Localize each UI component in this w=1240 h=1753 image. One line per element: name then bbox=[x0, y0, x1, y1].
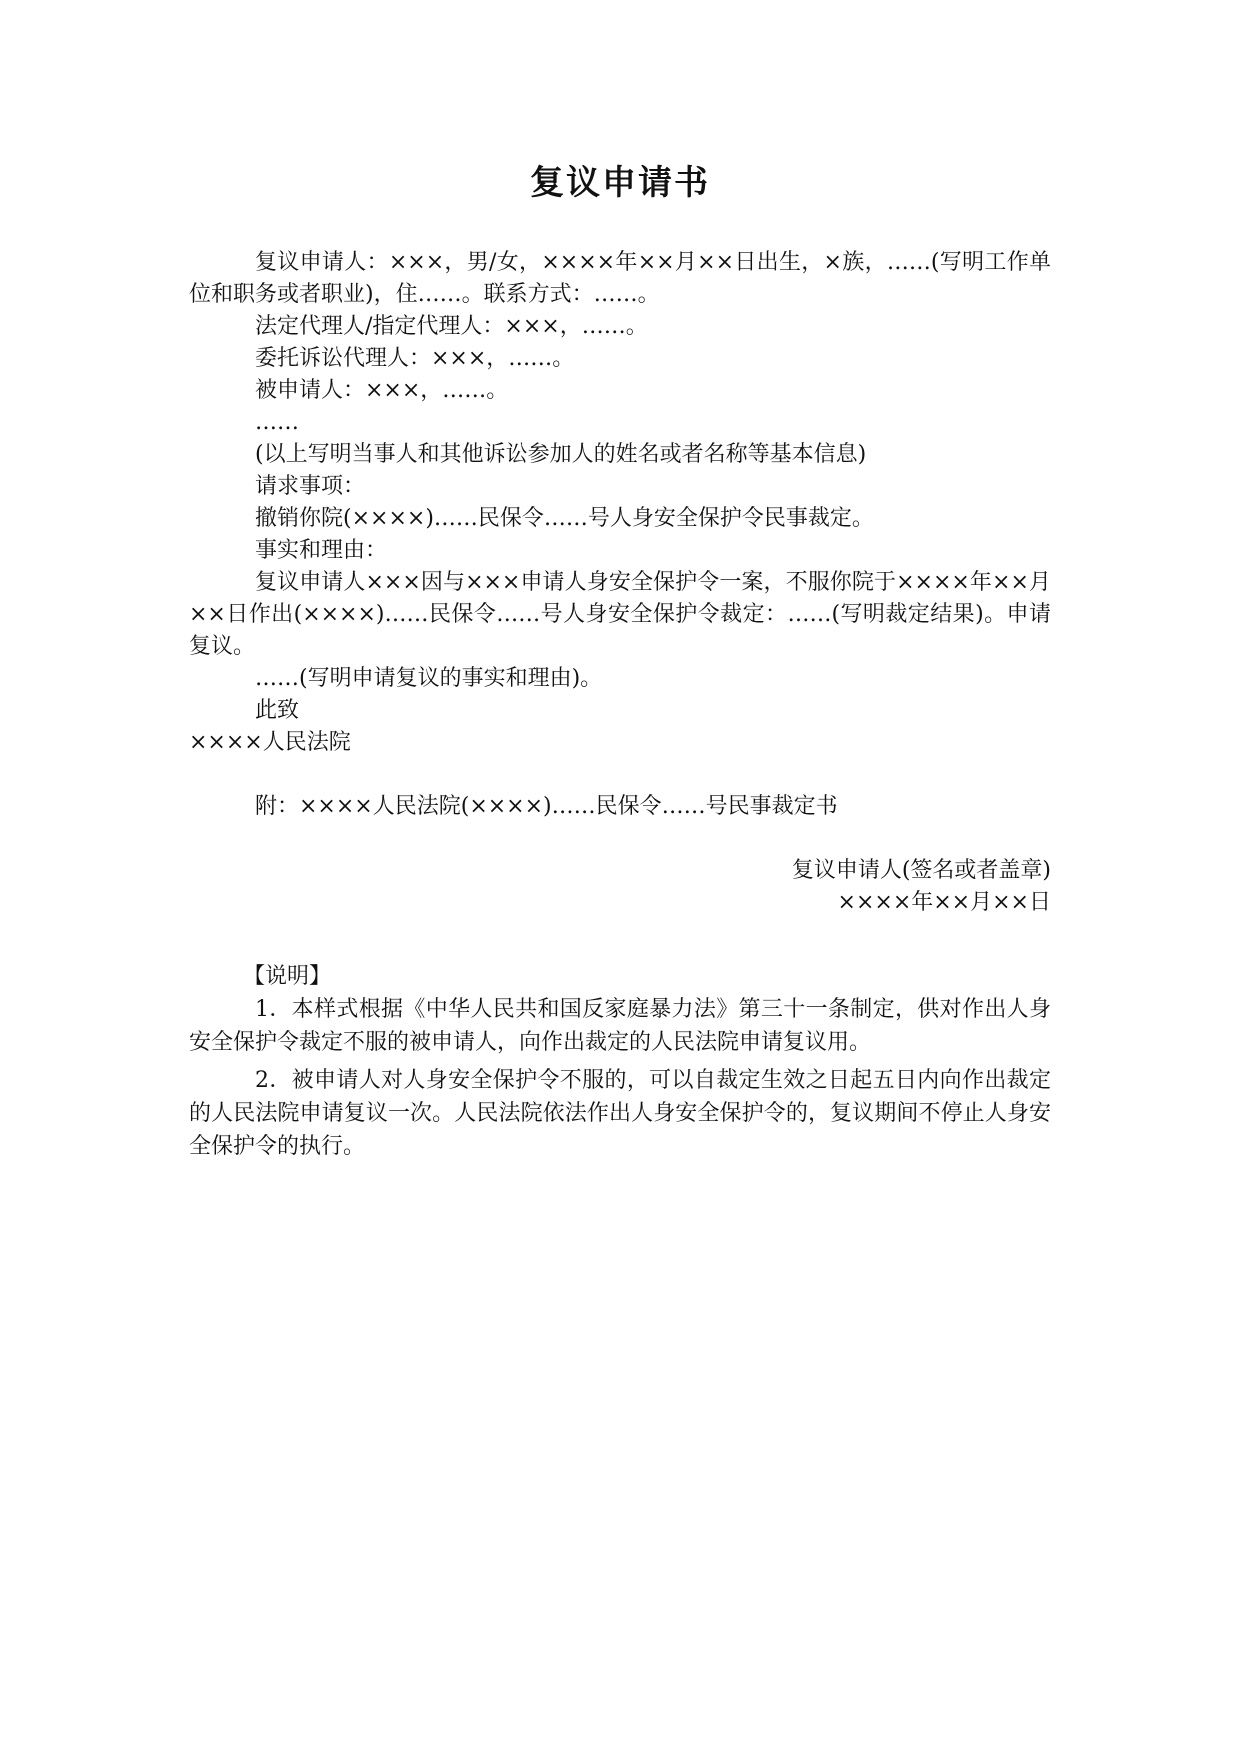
explanation-heading: 【说明】 bbox=[243, 964, 332, 989]
explanation-item: 1．本样式根据《中华人民共和国反家庭暴力法》第三十一条制定，供对作出人身安全保护令裁定不服的被申请人，向作出裁定的人民法院申请复议用。 bbox=[189, 997, 1051, 1055]
signature-line: 复议申请人(签名或者盖章) bbox=[791, 858, 1051, 883]
request-heading: 请求事项： bbox=[255, 474, 366, 499]
court-name: ××××人民法院 bbox=[189, 730, 351, 755]
parties-note: (以上写明当事人和其他诉讼参加人的姓名或者名称等基本信息) bbox=[255, 442, 867, 467]
facts-heading: 事实和理由： bbox=[255, 538, 388, 563]
attachment-line: 附：××××人民法院(××××)……民保令……号民事裁定书 bbox=[255, 794, 838, 819]
blank-line bbox=[189, 823, 1051, 855]
blank-line bbox=[189, 759, 1051, 791]
parties-ellipsis: …… bbox=[255, 410, 299, 435]
explanation-section bbox=[189, 960, 1051, 1163]
litigation-agent-info: 委托诉讼代理人：×××，……。 bbox=[255, 346, 575, 371]
request-text: 撤销你院(××××)……民保令……号人身安全保护令民事裁定。 bbox=[255, 506, 874, 531]
salutation: 此致 bbox=[255, 698, 300, 723]
explanation-item: 2．被申请人对人身安全保护令不服的，可以自裁定生效之日起五日内向作出裁定的人民法院申请复议一次。人民法院依法作出人身安全保护令的，复议期间不停止人身安全保护令的执行。 bbox=[189, 1068, 1051, 1159]
legal-representative-info: 法定代理人/指定代理人：×××，……。 bbox=[255, 314, 648, 339]
facts-detail: ……(写明申请复议的事实和理由)。 bbox=[255, 666, 603, 691]
respondent-info: 被申请人：×××，……。 bbox=[255, 378, 509, 403]
facts-text: 复议申请人×××因与×××申请人身安全保护令一案，不服你院于××××年××月××日作出(××××)……民保令……号人身安全保护令裁定：……(写明裁定结果)。申请复议。 bbox=[189, 570, 1051, 659]
signature-date: ××××年××月××日 bbox=[837, 890, 1051, 915]
document-body bbox=[189, 247, 1051, 919]
document-title: 复议申请书 bbox=[530, 163, 710, 203]
applicant-info: 复议申请人：×××，男/女，××××年××月××日出生，×族，……(写明工作单位和职务或者职业)，住……。联系方式：……。 bbox=[189, 250, 1051, 307]
